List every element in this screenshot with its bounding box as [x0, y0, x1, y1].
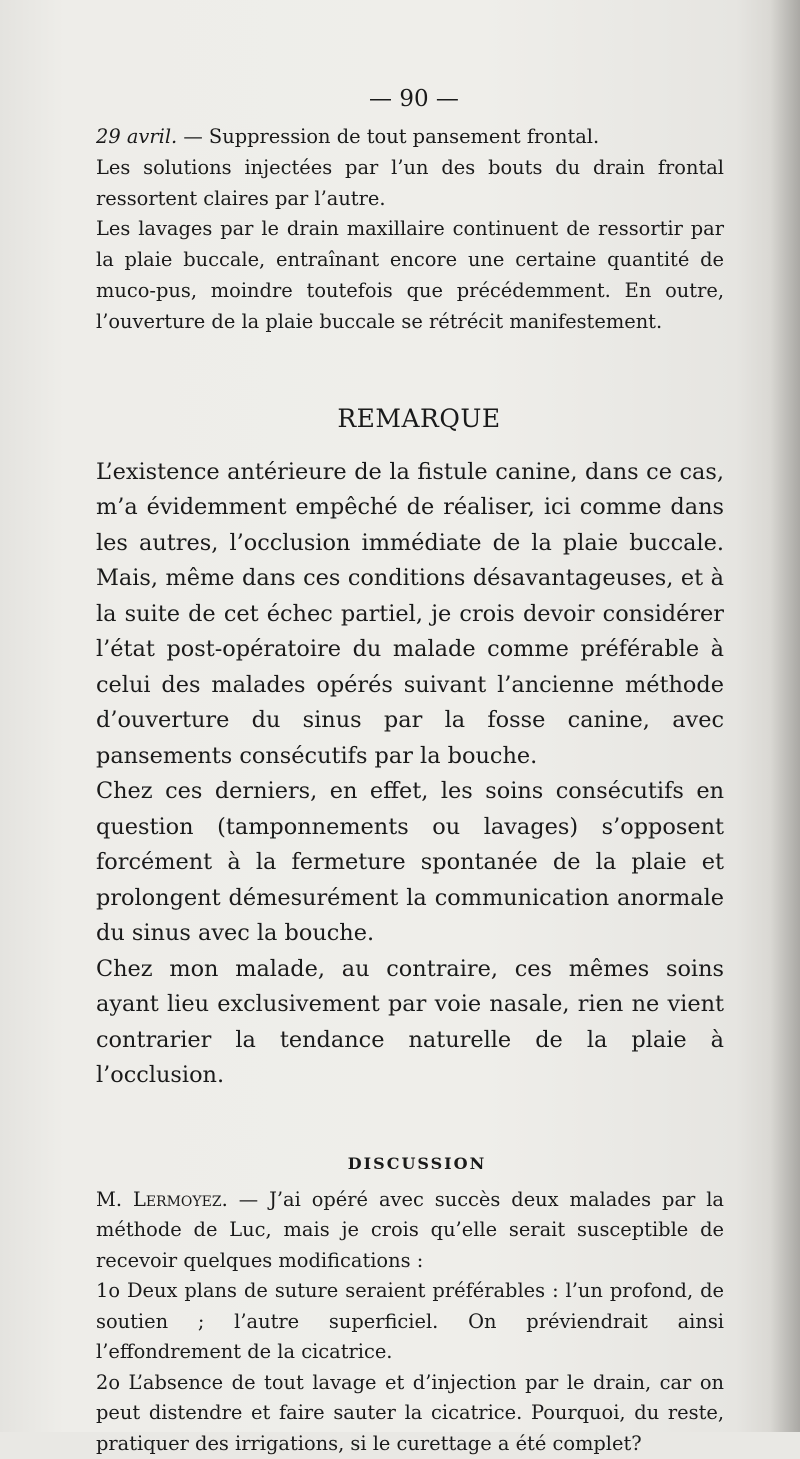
paragraph: 2o L’absence de tout lavage et d’injection par le drain, car on peut distendre et faire sauter la cicatrice. Pourquoi, du reste, pratiquer des irrigations, si le curettage a été complet?: [96, 1370, 724, 1455]
journal-section: [96, 122, 724, 338]
paragraph: Les solutions injectées par l’un des bouts du drain frontal ressortent claires par l’autre.: [96, 155, 724, 210]
entry-text: — Suppression de tout pansement frontal.: [177, 125, 600, 148]
discussion-section: [96, 1185, 724, 1459]
remarque-section: [96, 455, 724, 1094]
entry-date: 29 avril.: [96, 125, 178, 148]
paragraph: [96, 1185, 724, 1277]
page-edge-shadow: [770, 0, 800, 1432]
paragraph: Chez mon malade, au contraire, ces mêmes soins ayant lieu exclusivement par voie nasale, rien ne vient contrarier la tendance naturelle de la plaie à l’occlusion.: [96, 955, 724, 1089]
paragraph: L’existence antérieure de la fistule canine, dans ce cas, m’a évidemment empêché de réaliser, ici comme dans les autres, l’occlusion immédiate de la plaie buccale. Mais, même dans ces conditions désavantageuses, et à la suite de cet échec partiel, je crois devoir considérer l’état post-opératoire du malade comme préférable à celui des malades opérés suivant l’ancienne méthode d’ouverture du sinus par la fosse canine, avec pansements consécutifs par la bouche.: [96, 458, 724, 769]
journal-entry: [96, 122, 724, 153]
page-number: — 90 —: [369, 86, 459, 112]
remarque-heading: REMARQUE: [337, 403, 501, 433]
page-content: [96, 86, 724, 1459]
paragraph: Chez ces derniers, en effet, les soins consécutifs en question (tamponnements ou lavages) s’opposent forcément à la fermeture spontanée de la plaie et prolongent démesurément la communication anormale du sinus avec la bouche.: [96, 778, 724, 947]
discussion-heading: DISCUSSION: [347, 1153, 487, 1173]
speaker-name: M. Lermoyez.: [96, 1187, 228, 1211]
paragraph: 1o Deux plans de suture seraient préférables : l’un profond, de soutien ; l’autre superficiel. On préviendrait ainsi l’effondrement de la cicatrice.: [96, 1279, 724, 1364]
paragraph: Les lavages par le drain maxillaire continuent de ressortir par la plaie buccale, entraînant encore une certaine quantité de muco-pus, moindre toutefois que précédemment. En outre, l’ouverture de la plaie buccale se rétrécit manifestement.: [96, 217, 724, 333]
speaker-text: — J’ai opéré avec succès deux malades par la méthode de Luc, mais je crois qu’elle serait susceptible de recevoir quelques modifications :: [96, 1187, 724, 1272]
